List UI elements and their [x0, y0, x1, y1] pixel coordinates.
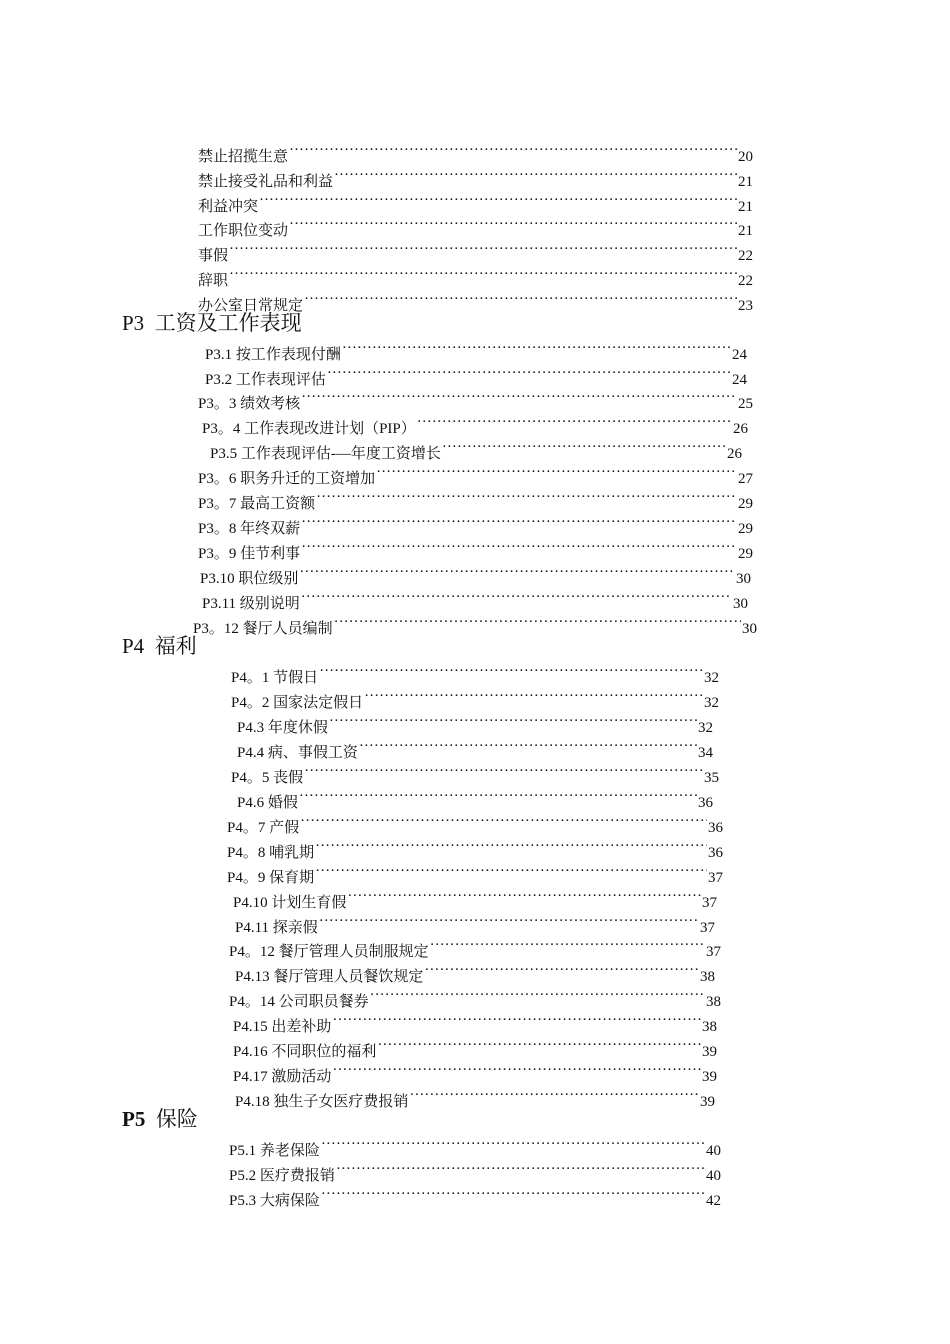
toc-entry-label: 办公室日常规定: [198, 298, 304, 314]
section-title: 福利: [154, 634, 197, 658]
leader-dots: [229, 238, 737, 260]
toc-entry-page: 37: [702, 895, 717, 911]
toc-entry: [233, 885, 717, 911]
toc-entry-label: P3。8 年终双薪: [198, 521, 301, 537]
toc-entry: [198, 511, 753, 537]
toc-entry-label: P4。8 哺乳期: [227, 845, 315, 861]
toc-entry-label: 禁止接受礼品和利益: [198, 174, 334, 190]
toc-entry-label: P3.1 按工作表现付酬: [205, 347, 341, 363]
toc-entry: [198, 189, 753, 215]
toc-entry-page: 36: [708, 820, 723, 836]
toc-entry: [231, 685, 719, 711]
section-number: P3: [122, 311, 145, 335]
leader-dots: [321, 1183, 705, 1205]
leader-dots: [289, 213, 737, 235]
toc-entry-label: 事假: [198, 248, 229, 264]
toc-entry-label: P3.2 工作表现评估: [205, 372, 326, 388]
toc-entry: [235, 1084, 715, 1110]
leader-dots: [376, 461, 737, 483]
toc-entry: [200, 561, 751, 587]
toc-entry-page: 30: [736, 571, 751, 587]
toc-entry: [233, 1059, 717, 1085]
toc-entry-page: 26: [733, 421, 748, 437]
toc-entry-page: 38: [706, 994, 721, 1010]
section-title: 工资及工作表现: [154, 311, 302, 335]
toc-entry: [237, 735, 713, 761]
toc-entry-label: P4.17 激励活动: [233, 1069, 332, 1085]
toc-entry-page: 22: [738, 273, 753, 289]
toc-entry-label: P4。1 节假日: [231, 670, 319, 686]
toc-entry-label: P4。2 国家法定假日: [231, 695, 364, 711]
toc-entry-page: 42: [706, 1193, 721, 1209]
section-number: P5: [122, 1107, 146, 1131]
toc-entry-page: 38: [702, 1019, 717, 1035]
leader-dots: [424, 959, 699, 981]
leader-dots: [332, 1009, 701, 1031]
section-number: P4: [122, 634, 145, 658]
leader-dots: [300, 810, 707, 832]
toc-entry: [229, 1183, 721, 1209]
toc-entry: [229, 984, 721, 1010]
toc-entry-page: 25: [738, 396, 753, 412]
leader-dots: [259, 189, 737, 211]
toc-entry: [233, 1009, 717, 1035]
toc-entry-label: P4.13 餐厅管理人员餐饮规定: [235, 969, 424, 985]
toc-entry: [235, 959, 715, 985]
toc-entry: [198, 461, 753, 487]
toc-entry-label: P5.1 养老保险: [229, 1143, 320, 1159]
leader-dots: [336, 1158, 705, 1180]
toc-entry-label: P4.4 病、事假工资: [237, 745, 358, 761]
toc-entry: [227, 810, 723, 836]
toc-entry-page: 21: [738, 199, 753, 215]
toc-entry-page: 29: [738, 546, 753, 562]
toc-entry-page: 35: [704, 770, 719, 786]
toc-entry: [205, 362, 747, 388]
toc-entry-page: 21: [738, 223, 753, 239]
leader-dots: [301, 511, 737, 533]
toc-entry-page: 20: [738, 149, 753, 165]
toc-entry-page: 23: [738, 298, 753, 314]
leader-dots: [409, 1084, 699, 1106]
toc-entry-label: 利益冲突: [198, 199, 259, 215]
leader-dots: [359, 735, 697, 757]
toc-entry-page: 39: [702, 1044, 717, 1060]
leader-dots: [301, 536, 737, 558]
toc-entry-label: P4.6 婚假: [237, 795, 298, 811]
leader-dots: [334, 611, 741, 633]
toc-entry: [231, 660, 719, 686]
toc-entry-label: 禁止招揽生意: [198, 149, 289, 165]
toc-entry: [205, 337, 747, 363]
toc-entry-page: 34: [698, 745, 713, 761]
toc-entry-page: 21: [738, 174, 753, 190]
leader-dots: [442, 436, 726, 458]
toc-entry-label: P3.10 职位级别: [200, 571, 299, 587]
toc-entry-label: P4.3 年度休假: [237, 720, 328, 736]
toc-entry: [227, 860, 723, 886]
toc-entry-page: 32: [698, 720, 713, 736]
leader-dots: [315, 835, 707, 857]
leader-dots: [319, 910, 699, 932]
toc-entry-label: 工作职位变动: [198, 223, 289, 239]
toc-entry: [198, 263, 753, 289]
toc-entry-label: P4。5 丧假: [231, 770, 304, 786]
toc-entry-label: P3。7 最高工资额: [198, 496, 316, 512]
toc-entry-label: P4.10 计划生育假: [233, 895, 347, 911]
toc-entry-label: P4。9 保育期: [227, 870, 315, 886]
toc-entry-page: 37: [708, 870, 723, 886]
leader-dots: [319, 660, 703, 682]
toc-entry: [198, 486, 753, 512]
toc-entry-label: P3。6 职务升迁的工资增加: [198, 471, 376, 487]
section-heading-p4: [122, 633, 197, 659]
toc-entry-label: P3.11 级别说明: [202, 596, 300, 612]
toc-entry-label: P3。3 绩效考核: [198, 396, 301, 412]
toc-entry-label: P4.11 探亲假: [235, 920, 318, 936]
section-title: 保险: [155, 1107, 198, 1131]
toc-entry-label: P3。4 工作表现改进计划（PIP）: [202, 421, 416, 437]
toc-entry: [235, 910, 715, 936]
toc-entry: [198, 139, 753, 165]
toc-entry-page: 36: [708, 845, 723, 861]
leader-dots: [364, 685, 703, 707]
toc-entry-page: 37: [706, 944, 721, 960]
toc-entry-label: P4.15 出差补助: [233, 1019, 332, 1035]
toc-entry: [237, 710, 713, 736]
leader-dots: [316, 486, 737, 508]
toc-entry-label: P3。12 餐厅人员编制: [193, 621, 333, 637]
leader-dots: [315, 860, 707, 882]
toc-entry: [210, 436, 742, 462]
toc-entry-label: P3。9 佳节利事: [198, 546, 301, 562]
toc-entry: [202, 586, 748, 612]
toc-entry-page: 40: [706, 1143, 721, 1159]
toc-entry: [233, 1034, 717, 1060]
toc-entry-page: 26: [727, 446, 742, 462]
toc-entry-page: 39: [700, 1094, 715, 1110]
toc-entry-label: P5.2 医疗费报销: [229, 1168, 335, 1184]
toc-entry-page: 37: [700, 920, 715, 936]
toc-entry-label: P4.18 独生子女医疗费报销: [235, 1094, 409, 1110]
toc-entry: [198, 238, 753, 264]
toc-entry-label: P4。12 餐厅管理人员制服规定: [229, 944, 429, 960]
toc-entry-page: 24: [732, 347, 747, 363]
toc-entry-page: 27: [738, 471, 753, 487]
leader-dots: [329, 710, 697, 732]
toc-entry: [193, 611, 757, 637]
toc-entry-page: 24: [732, 372, 747, 388]
toc-entry-page: 29: [738, 521, 753, 537]
toc-entry-page: 30: [733, 596, 748, 612]
toc-entry: [198, 213, 753, 239]
toc-entry-label: P3.5 工作表现评估-—年度工资增长: [210, 446, 441, 462]
leader-dots: [299, 785, 697, 807]
leader-dots: [430, 934, 705, 956]
section-heading-p5: [122, 1106, 198, 1132]
toc-entry: [227, 835, 723, 861]
toc-entry-page: 29: [738, 496, 753, 512]
toc-entry-label: P5.3 大病保险: [229, 1193, 320, 1209]
leader-dots: [321, 1133, 705, 1155]
toc-entry: [198, 536, 753, 562]
leader-dots: [301, 386, 737, 408]
toc-entry-label: P4。14 公司职员餐券: [229, 994, 369, 1010]
toc-entry-page: 36: [698, 795, 713, 811]
leader-dots: [304, 288, 737, 310]
toc-entry-page: 32: [704, 670, 719, 686]
toc-entry-page: 39: [702, 1069, 717, 1085]
toc-entry-page: 30: [742, 621, 757, 637]
leader-dots: [332, 1059, 701, 1081]
toc-entry-page: 32: [704, 695, 719, 711]
leader-dots: [417, 411, 732, 433]
toc-entry: [198, 288, 753, 314]
leader-dots: [229, 263, 737, 285]
leader-dots: [334, 164, 737, 186]
toc-entry-label: P4。7 产假: [227, 820, 300, 836]
leader-dots: [370, 984, 705, 1006]
toc-entry: [237, 785, 713, 811]
toc-entry-page: 38: [700, 969, 715, 985]
leader-dots: [347, 885, 701, 907]
toc-entry: [229, 934, 721, 960]
toc-entry: [229, 1133, 721, 1159]
toc-entry-page: 22: [738, 248, 753, 264]
toc-entry: [198, 164, 753, 190]
toc-entry: [202, 411, 748, 437]
toc-entry: [229, 1158, 721, 1184]
leader-dots: [327, 362, 731, 384]
toc-entry: [231, 760, 719, 786]
leader-dots: [377, 1034, 701, 1056]
toc-entry: [198, 386, 753, 412]
leader-dots: [289, 139, 737, 161]
toc-entry-page: 40: [706, 1168, 721, 1184]
leader-dots: [304, 760, 703, 782]
leader-dots: [342, 337, 731, 359]
leader-dots: [301, 586, 732, 608]
section-heading-p3: [122, 310, 302, 336]
toc-entry-label: 辞职: [198, 273, 229, 289]
toc-entry-label: P4.16 不同职位的福利: [233, 1044, 377, 1060]
leader-dots: [299, 561, 735, 583]
